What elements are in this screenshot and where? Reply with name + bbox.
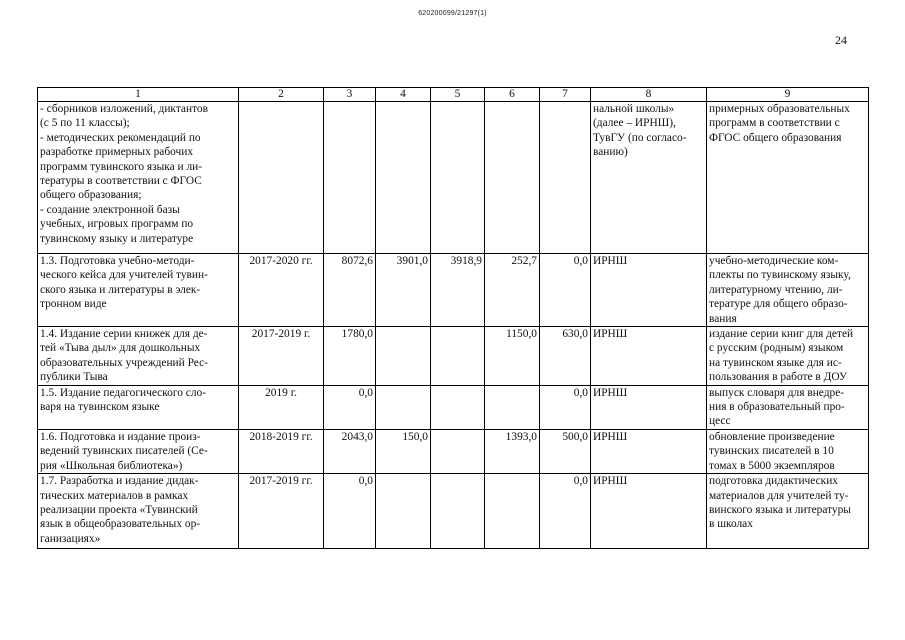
amount-cell (376, 385, 431, 429)
activity-cell: 1.4. Издание серии книжек для де- тей «Тыва дыл» для дошкольных образовательных учреждений Рес- публики Тыва (38, 327, 239, 386)
amount-cell (485, 385, 540, 429)
column-header: 3 (324, 88, 376, 102)
activity-cell: 1.7. Разработка и издание дидак- тических материалов в рамках реализации проекта «Тувинский язык в общеобразовательных ор- ганизациях» (38, 474, 239, 549)
amount-cell (485, 102, 540, 254)
table-row (38, 327, 869, 386)
program-activities-table (37, 87, 869, 549)
amount-cell: 0,0 (540, 385, 591, 429)
executor-cell: ИРНШ (591, 385, 707, 429)
result-cell: выпуск словаря для внедре- ния в образовательный про- цесс (707, 385, 869, 429)
activity-cell: - сборников изложений, диктантов (с 5 по 11 классы); - методических рекомендаций по разработке примерных рабочих программ тувинского языка и ли- тературы в соответствии с ФГОС общего образования; - создание электронной базы учебных, игровых программ по тувинскому языку и литературе (38, 102, 239, 254)
total-cell: 8072,6 (324, 254, 376, 327)
total-cell: 0,0 (324, 385, 376, 429)
period-cell: 2017-2020 гг. (239, 254, 324, 327)
table-row (38, 429, 869, 473)
table-row (38, 385, 869, 429)
amount-cell: 3918,9 (431, 254, 485, 327)
column-header: 2 (239, 88, 324, 102)
column-header: 9 (707, 88, 869, 102)
column-header: 6 (485, 88, 540, 102)
result-cell: примерных образовательных программ в соответствии с ФГОС общего образования (707, 102, 869, 254)
amount-cell (376, 102, 431, 254)
table-row (38, 102, 869, 254)
result-cell: обновление произведение тувинских писателей в 10 томах в 5000 экземпляров (707, 429, 869, 473)
result-cell: издание серии книг для детей с русским (родным) языком на тувинском языке для ис- пользования в работе в ДОУ (707, 327, 869, 386)
amount-cell (431, 327, 485, 386)
table-row (38, 254, 869, 327)
period-cell (239, 102, 324, 254)
amount-cell: 150,0 (376, 429, 431, 473)
activity-cell: 1.3. Подготовка учебно-методи- ческого кейса для учителей тувин- ского языка и литературы в элек- тронном виде (38, 254, 239, 327)
executor-cell: нальной школы» (далее – ИРНШ), ТувГУ (по согласо- ванию) (591, 102, 707, 254)
amount-cell: 0,0 (540, 254, 591, 327)
period-cell: 2019 г. (239, 385, 324, 429)
executor-cell: ИРНШ (591, 327, 707, 386)
amount-cell (540, 102, 591, 254)
total-cell: 1780,0 (324, 327, 376, 386)
amount-cell: 0,0 (540, 474, 591, 549)
result-cell: подготовка дидактических материалов для учителей ту- винского языка и литературы в школах (707, 474, 869, 549)
table-row (38, 474, 869, 549)
amount-cell (485, 474, 540, 549)
document-id: 620200099/21297(1) (418, 10, 487, 17)
amount-cell: 3901,0 (376, 254, 431, 327)
column-header: 1 (38, 88, 239, 102)
activity-cell: 1.6. Подготовка и издание произ- ведений тувинских писателей (Се- рия «Школьная библиотека») (38, 429, 239, 473)
amount-cell (376, 474, 431, 549)
column-header: 8 (591, 88, 707, 102)
amount-cell (376, 327, 431, 386)
column-header: 5 (431, 88, 485, 102)
executor-cell: ИРНШ (591, 474, 707, 549)
column-header: 7 (540, 88, 591, 102)
period-cell: 2017-2019 г. (239, 327, 324, 386)
executor-cell: ИРНШ (591, 429, 707, 473)
amount-cell: 1393,0 (485, 429, 540, 473)
amount-cell: 500,0 (540, 429, 591, 473)
column-number-row (38, 88, 869, 102)
activity-cell: 1.5. Издание педагогического сло- варя на тувинском языке (38, 385, 239, 429)
total-cell (324, 102, 376, 254)
page-number: 24 (835, 33, 847, 47)
period-cell: 2018-2019 гг. (239, 429, 324, 473)
amount-cell (431, 474, 485, 549)
amount-cell: 630,0 (540, 327, 591, 386)
column-header: 4 (376, 88, 431, 102)
executor-cell: ИРНШ (591, 254, 707, 327)
period-cell: 2017-2019 гг. (239, 474, 324, 549)
total-cell: 2043,0 (324, 429, 376, 473)
amount-cell: 1150,0 (485, 327, 540, 386)
total-cell: 0,0 (324, 474, 376, 549)
amount-cell (431, 429, 485, 473)
amount-cell (431, 385, 485, 429)
result-cell: учебно-методические ком- плекты по тувинскому языку, литературному чтению, ли- тературе для общего образо- вания (707, 254, 869, 327)
amount-cell: 252,7 (485, 254, 540, 327)
amount-cell (431, 102, 485, 254)
